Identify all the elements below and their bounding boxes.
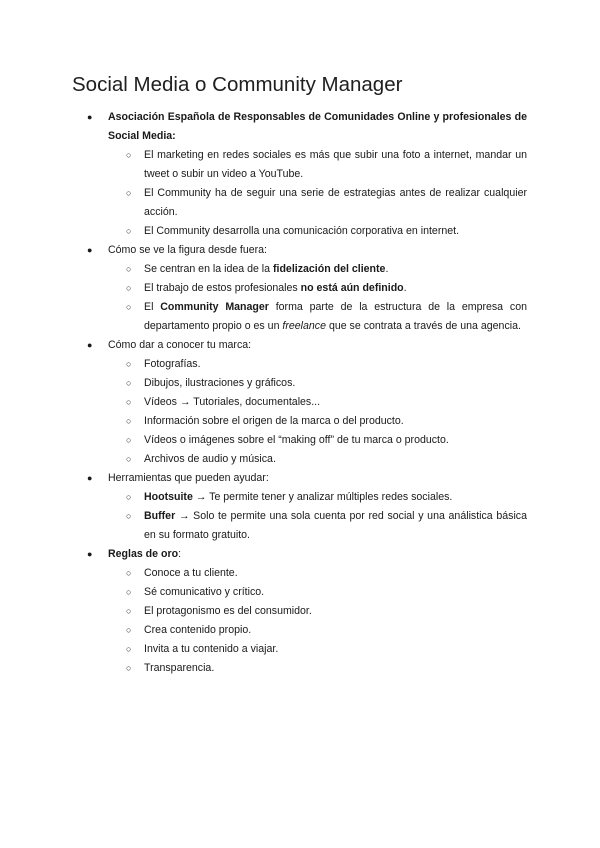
text-segment: Reglas de oro xyxy=(108,548,179,560)
list-item-text xyxy=(144,393,527,412)
list-item-text xyxy=(144,146,527,184)
list-item xyxy=(108,583,527,602)
list-item-text xyxy=(144,355,527,374)
text-segment: Cómo se ve la figura desde fuera: xyxy=(108,244,267,256)
bullet-hollow-icon: ○ xyxy=(126,606,132,616)
list-item xyxy=(108,222,527,241)
text-segment: Se centran en la idea de la xyxy=(144,263,273,275)
text-segment: Transparencia. xyxy=(144,662,215,674)
bullet-filled-icon: ● xyxy=(87,245,93,255)
page-title: Social Media o Community Manager xyxy=(72,73,403,96)
bullet-hollow-icon: ○ xyxy=(126,150,132,160)
text-segment: Vídeos → Tutoriales, documentales... xyxy=(144,396,321,408)
text-segment: Cómo dar a conocer tu marca: xyxy=(108,339,252,351)
sub-bullet-list xyxy=(108,488,527,545)
list-item xyxy=(108,450,527,469)
bullet-hollow-icon: ○ xyxy=(126,226,132,236)
list-item xyxy=(108,507,527,545)
list-item-text xyxy=(144,431,527,450)
list-item xyxy=(108,184,527,222)
bullet-hollow-icon: ○ xyxy=(126,359,132,369)
list-item-text xyxy=(144,602,527,621)
sub-bullet-list xyxy=(108,260,527,336)
text-segment: Vídeos o imágenes sobre el “making off” de tu marca o producto. xyxy=(144,434,449,446)
text-segment: que se contrata a través de una agencia. xyxy=(326,320,521,332)
text-segment: El marketing en redes sociales es más que subir una foto a internet, mandar un tweet o subir un video a YouTube. xyxy=(144,149,527,180)
bullet-filled-icon: ● xyxy=(87,473,93,483)
text-segment: Invita a tu contenido a viajar. xyxy=(144,643,279,655)
bullet-hollow-icon: ○ xyxy=(126,397,132,407)
list-item-text xyxy=(144,564,527,583)
text-segment: Herramientas que pueden ayudar: xyxy=(108,472,269,484)
text-segment: Dibujos, ilustraciones y gráficos. xyxy=(144,377,296,389)
list-item-text xyxy=(144,659,527,678)
text-segment: Buffer xyxy=(144,510,176,522)
list-item xyxy=(108,564,527,583)
section-heading xyxy=(108,469,527,488)
text-segment: Hootsuite xyxy=(144,491,193,503)
text-segment: Conoce a tu cliente. xyxy=(144,567,238,579)
text-segment: El Community ha de seguir una serie de estrategias antes de realizar cualquier acción. xyxy=(144,187,527,218)
section-item xyxy=(72,336,527,469)
bullet-hollow-icon: ○ xyxy=(126,511,132,521)
bullet-hollow-icon: ○ xyxy=(126,283,132,293)
list-item-text xyxy=(144,583,527,602)
text-segment: Asociación Española de Responsables de Comunidades Online y profesionales de Social Media: xyxy=(108,111,527,142)
text-segment: Crea contenido propio. xyxy=(144,624,252,636)
bullet-hollow-icon: ○ xyxy=(126,587,132,597)
list-item xyxy=(108,146,527,184)
text-segment: . xyxy=(403,282,407,294)
text-segment: freelance xyxy=(282,320,326,332)
list-item-text xyxy=(144,184,527,222)
text-segment: fidelización del cliente xyxy=(272,263,386,275)
sub-bullet-list xyxy=(108,355,527,469)
section-heading xyxy=(108,241,527,260)
section-item xyxy=(72,241,527,336)
section-item xyxy=(72,108,527,241)
text-segment: → Te permite tener y analizar múltiples redes sociales. xyxy=(192,491,453,503)
list-item xyxy=(108,298,527,336)
bullet-hollow-icon: ○ xyxy=(126,568,132,578)
bullet-filled-icon: ● xyxy=(87,112,93,122)
list-item-text xyxy=(144,374,527,393)
list-item-text xyxy=(144,621,527,640)
list-item-text xyxy=(144,260,527,279)
list-item xyxy=(108,640,527,659)
list-item xyxy=(108,374,527,393)
list-item-text xyxy=(144,222,527,241)
text-segment: no está aún definido xyxy=(300,282,404,294)
bullet-hollow-icon: ○ xyxy=(126,454,132,464)
list-item xyxy=(108,355,527,374)
bullet-filled-icon: ● xyxy=(87,549,93,559)
bullet-hollow-icon: ○ xyxy=(126,188,132,198)
list-item-text xyxy=(144,507,527,545)
text-segment: forma parte de la estructura de la empresa con departamento propio o es un xyxy=(144,301,527,332)
list-item xyxy=(108,393,527,412)
list-item xyxy=(108,260,527,279)
sub-bullet-list xyxy=(108,146,527,241)
bullet-hollow-icon: ○ xyxy=(126,663,132,673)
section-heading xyxy=(108,108,527,146)
bullet-hollow-icon: ○ xyxy=(126,435,132,445)
section-item xyxy=(72,545,527,678)
list-item xyxy=(108,621,527,640)
list-item-text xyxy=(144,640,527,659)
list-item-text xyxy=(144,412,527,431)
list-item-text xyxy=(144,450,527,469)
text-segment: . xyxy=(385,263,389,275)
text-segment: : xyxy=(178,548,182,560)
section-heading xyxy=(108,336,527,355)
section-heading xyxy=(108,545,527,564)
list-item-text xyxy=(144,488,527,507)
bullet-hollow-icon: ○ xyxy=(126,264,132,274)
bullet-hollow-icon: ○ xyxy=(126,492,132,502)
text-segment: Información sobre el origen de la marca o del producto. xyxy=(144,415,404,427)
text-segment: Fotografías. xyxy=(144,358,201,370)
list-item xyxy=(108,602,527,621)
text-segment: Archivos de audio y música. xyxy=(144,453,276,465)
bullet-hollow-icon: ○ xyxy=(126,416,132,426)
sub-bullet-list xyxy=(108,564,527,678)
list-item-text xyxy=(144,279,527,298)
main-bullet-list xyxy=(72,108,527,678)
text-segment: Community Manager xyxy=(160,301,269,313)
bullet-hollow-icon: ○ xyxy=(126,644,132,654)
bullet-hollow-icon: ○ xyxy=(126,378,132,388)
list-item xyxy=(108,431,527,450)
text-segment: El xyxy=(144,301,161,313)
bullet-hollow-icon: ○ xyxy=(126,625,132,635)
text-segment: El Community desarrolla una comunicación corporativa en internet. xyxy=(144,225,460,237)
text-segment: → Solo te permite una sola cuenta por red social y una análistica básica en su formato gratuito. xyxy=(144,510,527,541)
text-segment: El protagonismo es del consumidor. xyxy=(144,605,312,617)
bullet-filled-icon: ● xyxy=(87,340,93,350)
list-item xyxy=(108,279,527,298)
list-item xyxy=(108,412,527,431)
bullet-hollow-icon: ○ xyxy=(126,302,132,312)
list-item xyxy=(108,488,527,507)
text-segment: El trabajo de estos profesionales xyxy=(144,282,301,294)
text-segment: Sé comunicativo y crítico. xyxy=(144,586,265,598)
section-item xyxy=(72,469,527,545)
list-item-text xyxy=(144,298,527,336)
list-item xyxy=(108,659,527,678)
